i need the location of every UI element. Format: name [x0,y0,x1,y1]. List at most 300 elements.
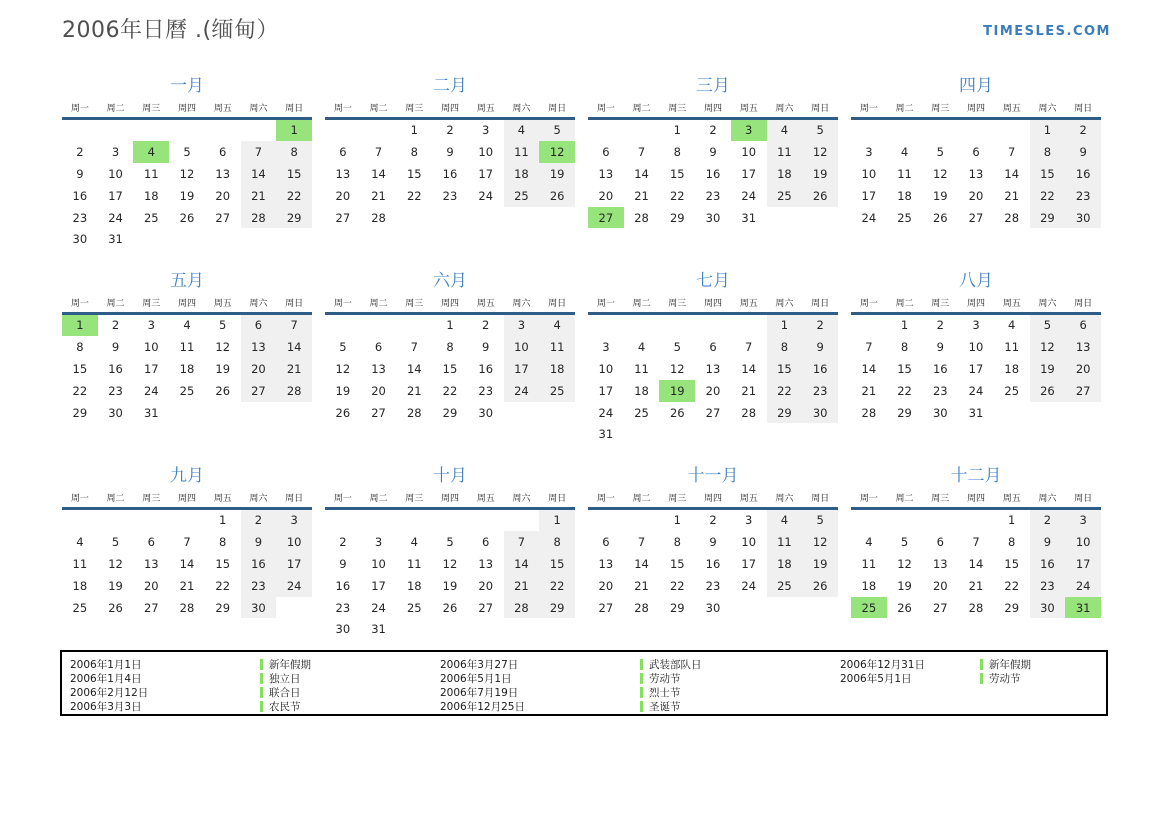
day-cell: 24 [741,188,757,203]
day-cell: 20 [598,188,614,203]
day-cell: 2 [111,318,120,333]
day-cell: 3 [865,145,873,160]
day-cell: 5 [936,145,944,160]
weekday-label: 周二 [632,494,651,504]
day-cell: 12 [669,361,685,376]
day-cell: 3 [972,318,980,333]
legend-date: 2006年1月1日 [70,658,142,671]
legend-entry [70,657,440,671]
day-cell: 1 [1030,120,1066,142]
day-cell: 28 [406,405,422,420]
day-grid [62,315,312,424]
day-cell: 21 [741,383,757,398]
day-cell: 28 [371,210,386,225]
day-cell: 9 [936,340,944,355]
day-cell: 27 [335,210,351,225]
weekday-header-row [62,493,312,506]
day-cell: 7 [504,531,540,553]
empty-cell [659,315,695,337]
day-cell: 22 [215,578,231,593]
day-cell: 24 [108,210,123,225]
day-cell: 6 [241,315,277,337]
day-cell: 9 [446,145,454,160]
day-cell: 1 [539,510,575,532]
day-cell: 16 [241,553,277,575]
day-cell: 14 [504,553,540,575]
day-cell: 5 [111,535,120,550]
day-cell: 19 [897,578,912,593]
day-cell: 11 [72,556,88,571]
weekday-label: 周日 [1074,299,1093,309]
day-cell: 1 [767,315,803,337]
day-cell: 16 [442,166,458,181]
empty-cell [851,510,887,532]
day-cell: 9 [709,535,717,550]
weekday-header-row [62,103,312,116]
day-cell: 23 [108,383,123,398]
day-cell: 12 [335,361,351,376]
month-title: 十月 [433,466,467,486]
legend-date: 2006年3月27日 [440,658,519,671]
day-cell: 4 [410,535,418,550]
day-cell: 29 [72,405,88,420]
legend-date: 2006年5月1日 [440,672,512,685]
weekday-header-row [851,493,1101,506]
day-grid [851,120,1101,229]
day-cell: 20 [1065,358,1101,380]
day-cell: 30 [705,600,721,615]
empty-cell [133,510,169,532]
empty-cell [624,510,660,532]
day-cell: 26 [442,600,458,615]
day-cell: 1 [410,123,418,138]
day-cell: 2 [446,123,454,138]
day-cell: 17 [478,166,494,181]
empty-cell [169,510,205,532]
empty-cell [588,315,624,337]
day-cell: 21 [504,575,540,597]
site-logo[interactable]: TIMESLES.COM [983,24,1111,39]
day-cell: 11 [767,141,803,163]
day-cell: 16 [335,578,351,593]
day-cell: 3 [111,145,120,160]
day-cell: 8 [76,340,84,355]
day-cell: 10 [741,145,757,160]
day-cell: 17 [276,553,312,575]
month-block-10 [325,465,575,646]
holiday-marker-bar-icon [640,659,643,670]
month-title: 二月 [433,76,467,96]
day-cell: 27 [1065,380,1101,402]
weekday-label: 周二 [895,299,914,309]
day-cell: 4 [183,318,191,333]
day-cell: 6 [219,145,227,160]
month-title: 八月 [959,271,993,291]
day-cell: 31 [371,622,386,637]
day-cell: 12 [802,141,838,163]
day-cell: 18 [406,578,422,593]
day-cell: 5 [802,510,838,532]
day-cell: 22 [1004,578,1020,593]
day-cell: 7 [1008,145,1016,160]
day-cell: 24 [598,405,614,420]
day-cell: 10 [598,361,614,376]
weekday-label: 周二 [895,104,914,114]
day-cell: 21 [276,358,312,380]
day-cell: 16 [802,358,838,380]
day-cell: 26 [335,405,351,420]
day-cell: 15 [406,166,422,181]
day-cell: 5 [673,340,681,355]
day-cell: 10 [108,166,123,181]
day-cell: 19 [442,578,458,593]
weekday-label: 周二 [369,299,388,309]
weekday-header-row [588,493,838,506]
day-cell: 13 [215,166,231,181]
empty-cell [695,315,731,337]
weekday-label: 周四 [966,494,985,504]
legend-date: 2006年2月12日 [70,686,149,699]
day-cell: 2 [802,315,838,337]
day-cell: 8 [900,340,909,355]
holiday-marker-bar-icon [260,687,263,698]
day-cell: 9 [482,340,490,355]
empty-cell [98,120,134,142]
weekday-label: 周六 [1038,494,1057,504]
day-cell: 28 [241,207,277,229]
day-cell: 28 [1004,210,1020,225]
day-cell: 8 [673,145,681,160]
holiday-legend-box [60,650,1108,716]
day-grid [851,510,1101,619]
day-cell: 21 [1004,188,1020,203]
day-cell: 27 [932,600,948,615]
empty-cell [241,120,277,142]
day-cell: 4 [865,535,873,550]
day-cell: 13 [598,556,614,571]
empty-cell [994,120,1030,142]
weekday-label: 周五 [213,104,232,114]
day-cell: 7 [276,315,312,337]
empty-cell [361,510,397,532]
day-cell: 9 [241,531,277,553]
day-cell: 23 [442,188,458,203]
empty-cell [205,120,241,142]
empty-cell [624,315,660,337]
empty-cell [325,510,361,532]
day-cell: 8 [1008,535,1016,550]
weekday-label: 周一 [596,104,615,114]
weekday-label: 周五 [739,494,758,504]
weekday-label: 周二 [632,299,651,309]
legend-date: 2006年12月25日 [440,700,525,713]
day-cell: 13 [335,166,351,181]
day-cell: 5 [446,535,454,550]
month-title: 五月 [170,271,204,291]
day-cell: 24 [504,380,540,402]
day-cell: 11 [539,336,575,358]
day-cell: 9 [1030,531,1066,553]
month-block-1 [62,75,312,256]
day-grid [588,315,838,446]
day-cell: 16 [1030,553,1066,575]
day-cell: 5 [539,120,575,142]
day-cell: 8 [276,141,312,163]
weekday-label: 周二 [369,494,388,504]
holiday-marker-bar-icon [640,701,643,712]
day-cell: 23 [72,210,88,225]
day-cell: 24 [968,383,984,398]
empty-cell [958,120,994,142]
weekday-label: 周五 [1002,494,1021,504]
weekday-label: 周四 [966,299,985,309]
day-cell: 10 [371,556,386,571]
empty-cell [504,510,540,532]
day-cell: 19 [932,188,948,203]
day-cell: 18 [897,188,912,203]
weekday-label: 周六 [249,299,268,309]
day-cell: 14 [241,163,277,185]
month-title: 十一月 [687,466,739,486]
legend-entry [70,685,440,699]
empty-cell [325,120,361,142]
weekday-label: 周日 [548,299,567,309]
day-cell: 25 [1004,383,1020,398]
empty-cell [887,510,923,532]
day-cell: 4 [1008,318,1016,333]
weekday-label: 周四 [440,299,459,309]
day-cell: 3 [504,315,540,337]
day-grid [62,120,312,251]
day-cell: 18 [179,361,195,376]
page-title: 2006年日曆 .(缅甸） [62,18,280,43]
day-cell: 14 [179,556,195,571]
day-cell: 9 [709,145,717,160]
day-cell: 16 [108,361,123,376]
day-cell: 15 [767,358,803,380]
day-cell: 15 [72,361,88,376]
day-cell: 27 [705,405,721,420]
empty-cell [432,510,468,532]
legend-entry [440,657,840,671]
day-cell: 22 [539,575,575,597]
empty-cell [588,120,624,142]
day-cell: 26 [897,600,912,615]
weekday-header-row [588,298,838,311]
day-cell: 27 [371,405,386,420]
weekday-label: 周四 [177,104,196,114]
day-cell: 14 [406,361,422,376]
day-cell: 13 [932,556,948,571]
weekday-label: 周四 [440,494,459,504]
day-cell: 6 [374,340,383,355]
legend-label: 独立日 [269,672,301,685]
day-cell: 28 [968,600,984,615]
month-block-6 [325,270,575,451]
day-cell: 4 [767,120,803,142]
day-cell: 4 [133,141,169,163]
day-cell: 18 [72,578,88,593]
legend-label: 烈士节 [649,686,681,699]
day-cell: 14 [861,361,877,376]
day-cell: 19 [108,578,123,593]
legend-group-2 [440,657,840,713]
holiday-marker-bar-icon [980,673,983,684]
weekday-label: 周三 [405,104,424,114]
weekday-label: 周一 [596,494,615,504]
day-cell: 20 [215,188,231,203]
weekday-label: 周三 [931,104,950,114]
day-cell: 11 [504,141,540,163]
day-cell: 15 [276,163,312,185]
weekday-label: 周二 [632,104,651,114]
legend-group-1 [70,657,440,713]
day-cell: 26 [932,210,948,225]
day-cell: 3 [602,340,610,355]
weekday-label: 周一 [596,299,615,309]
empty-cell [62,510,98,532]
day-cell: 12 [442,556,458,571]
day-cell: 13 [241,336,277,358]
months-grid [62,75,1101,646]
day-cell: 10 [861,166,877,181]
month-title: 六月 [433,271,467,291]
day-cell: 17 [371,578,386,593]
day-cell: 4 [900,145,909,160]
day-cell: 29 [669,210,685,225]
weekday-header-row [62,298,312,311]
day-cell: 12 [802,531,838,553]
day-cell: 8 [673,535,681,550]
day-cell: 22 [406,188,422,203]
day-cell: 19 [1030,358,1066,380]
day-cell: 21 [241,185,277,207]
empty-cell [851,315,887,337]
legend-label: 劳动节 [649,672,681,685]
legend-date: 2006年5月1日 [840,672,912,685]
day-cell: 24 [861,210,877,225]
weekday-label: 周二 [106,494,125,504]
legend-label: 农民节 [269,700,301,713]
legend-label: 联合日 [269,686,301,699]
day-cell: 1 [446,318,454,333]
day-cell: 23 [932,383,948,398]
day-cell: 15 [1030,163,1066,185]
day-cell: 13 [478,556,494,571]
month-block-11 [588,465,838,646]
day-cell: 7 [410,340,418,355]
weekday-label: 周四 [177,299,196,309]
day-cell: 28 [276,380,312,402]
day-cell: 16 [705,556,721,571]
day-cell: 21 [968,578,984,593]
day-cell: 5 [1030,315,1066,337]
day-cell: 10 [1065,531,1101,553]
day-cell: 6 [147,535,155,550]
empty-cell [731,315,767,337]
day-cell: 19 [802,163,838,185]
day-cell: 25 [143,210,159,225]
weekday-label: 周一 [859,104,878,114]
day-cell: 30 [1030,597,1066,619]
legend-entry [440,685,840,699]
weekday-label: 周六 [775,104,794,114]
weekday-label: 周四 [703,299,722,309]
day-cell: 7 [865,340,873,355]
weekday-label: 周三 [931,494,950,504]
weekday-label: 周一 [333,299,352,309]
day-cell: 25 [72,600,88,615]
day-cell: 27 [241,380,277,402]
day-cell: 23 [478,383,494,398]
weekday-label: 周三 [142,104,161,114]
day-cell: 4 [539,315,575,337]
day-cell: 6 [709,340,717,355]
day-cell: 6 [602,535,610,550]
day-cell: 15 [1004,556,1020,571]
month-title: 七月 [696,271,730,291]
day-cell: 24 [478,188,494,203]
day-cell: 3 [374,535,383,550]
day-cell: 31 [108,232,123,247]
weekday-label: 周四 [703,104,722,114]
month-block-5 [62,270,312,451]
day-cell: 25 [504,185,540,207]
day-cell: 30 [241,597,277,619]
weekday-label: 周四 [177,494,196,504]
day-cell: 22 [72,383,88,398]
weekday-label: 周六 [512,494,531,504]
weekday-label: 周三 [668,104,687,114]
day-cell: 22 [1030,185,1066,207]
day-cell: 2 [482,318,490,333]
day-cell: 29 [669,600,685,615]
weekday-label: 周日 [811,494,830,504]
weekday-label: 周五 [739,299,758,309]
day-cell: 16 [72,188,88,203]
day-cell: 3 [1065,510,1101,532]
weekday-label: 周六 [775,494,794,504]
day-cell: 2 [241,510,277,532]
legend-date: 2006年1月4日 [70,672,142,685]
month-title: 十二月 [950,466,1002,486]
day-cell: 25 [179,383,195,398]
weekday-label: 周日 [1074,494,1093,504]
holiday-marker-bar-icon [640,673,643,684]
day-cell: 12 [1030,336,1066,358]
day-cell: 29 [1004,600,1020,615]
day-cell: 25 [634,405,649,420]
day-cell: 29 [276,207,312,229]
empty-cell [468,510,504,532]
weekday-label: 周一 [859,299,878,309]
day-cell: 25 [897,210,912,225]
day-cell: 28 [179,600,195,615]
weekday-label: 周六 [249,104,268,114]
day-cell: 2 [936,318,944,333]
day-cell: 5 [900,535,909,550]
holiday-marker-bar-icon [980,659,983,670]
legend-label: 武装部队日 [649,658,702,671]
holiday-marker-bar-icon [260,701,263,712]
day-cell: 14 [968,556,984,571]
day-cell: 12 [215,340,231,355]
day-cell: 30 [705,210,721,225]
day-cell: 6 [972,145,980,160]
day-cell: 29 [539,597,575,619]
day-cell: 8 [539,531,575,553]
day-cell: 18 [861,578,877,593]
